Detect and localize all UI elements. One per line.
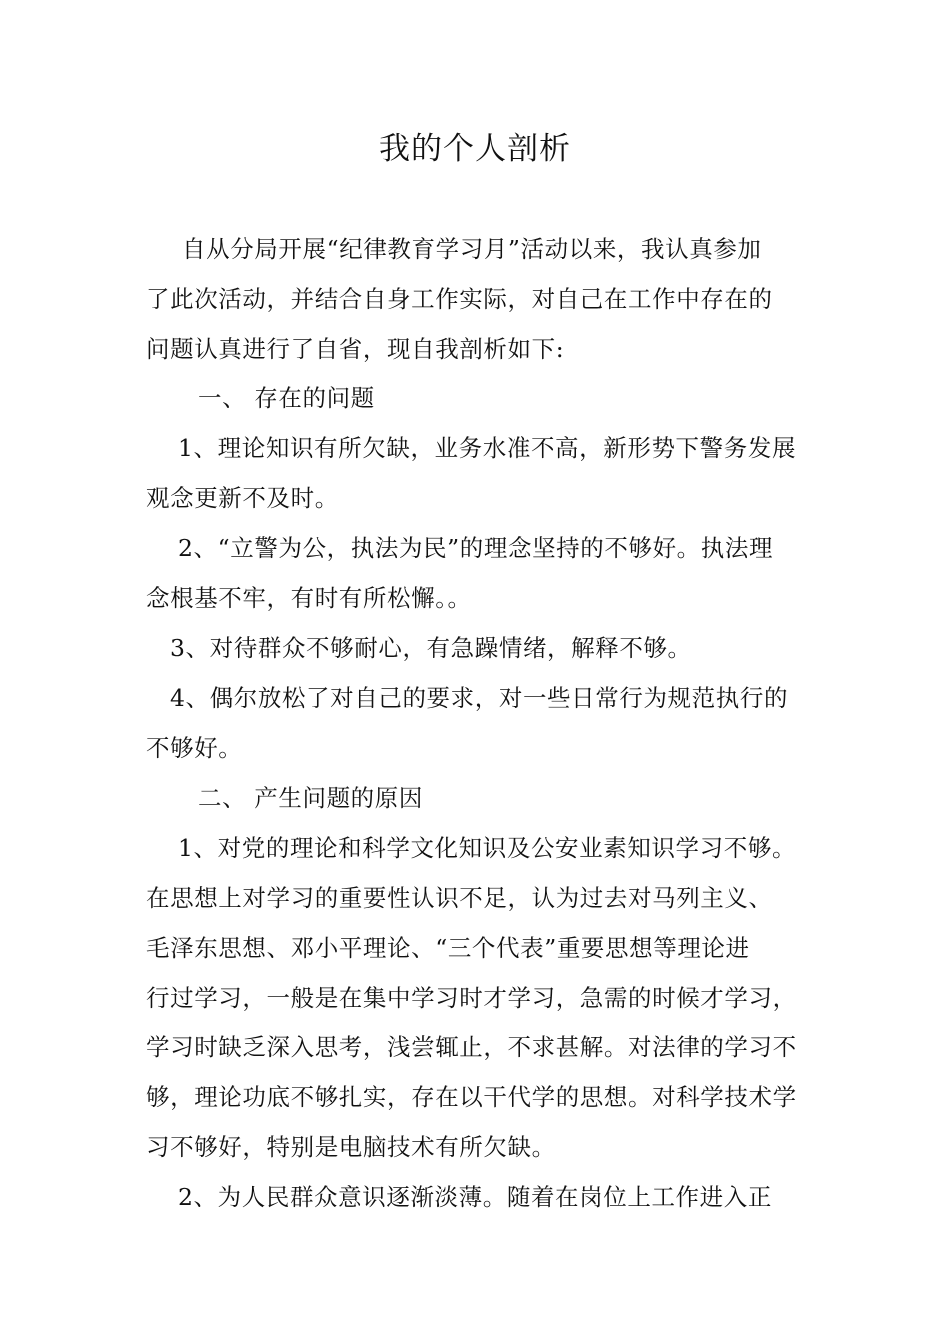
body-line: 自从分局开展“纪律教育学习月”活动以来，我认真参加	[182, 235, 762, 263]
list-item: 1、理论知识有所欠缺，业务水准不高，新形势下警务发展	[178, 434, 797, 462]
body-line: 在思想上对学习的重要性认识不足，认为过去对马列主义、	[146, 884, 773, 912]
list-item: 1、对党的理论和科学文化知识及公安业素知识学习不够。	[178, 834, 797, 862]
body-line: 学习时缺乏深入思考，浅尝辄止，不求甚解。对法律的学习不	[146, 1033, 797, 1061]
document-title: 我的个人剖析	[379, 131, 571, 167]
list-item: 4、偶尔放松了对自己的要求，对一些日常行为规范执行的	[170, 684, 789, 712]
body-line: 行过学习，一般是在集中学习时才学习，急需的时候才学习，	[146, 984, 797, 1012]
body-line: 毛泽东思想、邓小平理论、“三个代表”重要思想等理论进	[146, 934, 750, 962]
list-item: 3、对待群众不够耐心，有急躁情绪，解释不够。	[170, 634, 692, 662]
body-line: 念根基不牢，有时有所松懈。。	[146, 584, 472, 612]
body-line: 了此次活动，并结合自身工作实际，对自己在工作中存在的	[146, 285, 773, 313]
body-line: 观念更新不及时。	[146, 484, 339, 512]
body-line: 问题认真进行了自省，现自我剖析如下:	[146, 335, 565, 363]
body-line: 习不够好，特别是电脑技术有所欠缺。	[146, 1133, 556, 1161]
body-line: 够，理论功底不够扎实，存在以干代学的思想。对科学技术学	[146, 1083, 797, 1111]
list-item: 2、“立警为公，执法为民”的理念坚持的不够好。执法理	[178, 534, 774, 562]
body-line: 不够好。	[146, 734, 243, 762]
list-item: 2、为人民群众意识逐渐淡薄。随着在岗位上工作进入正	[178, 1183, 772, 1211]
section-heading: 二、 产生问题的原因	[198, 784, 423, 812]
section-heading: 一、 存在的问题	[198, 384, 375, 412]
